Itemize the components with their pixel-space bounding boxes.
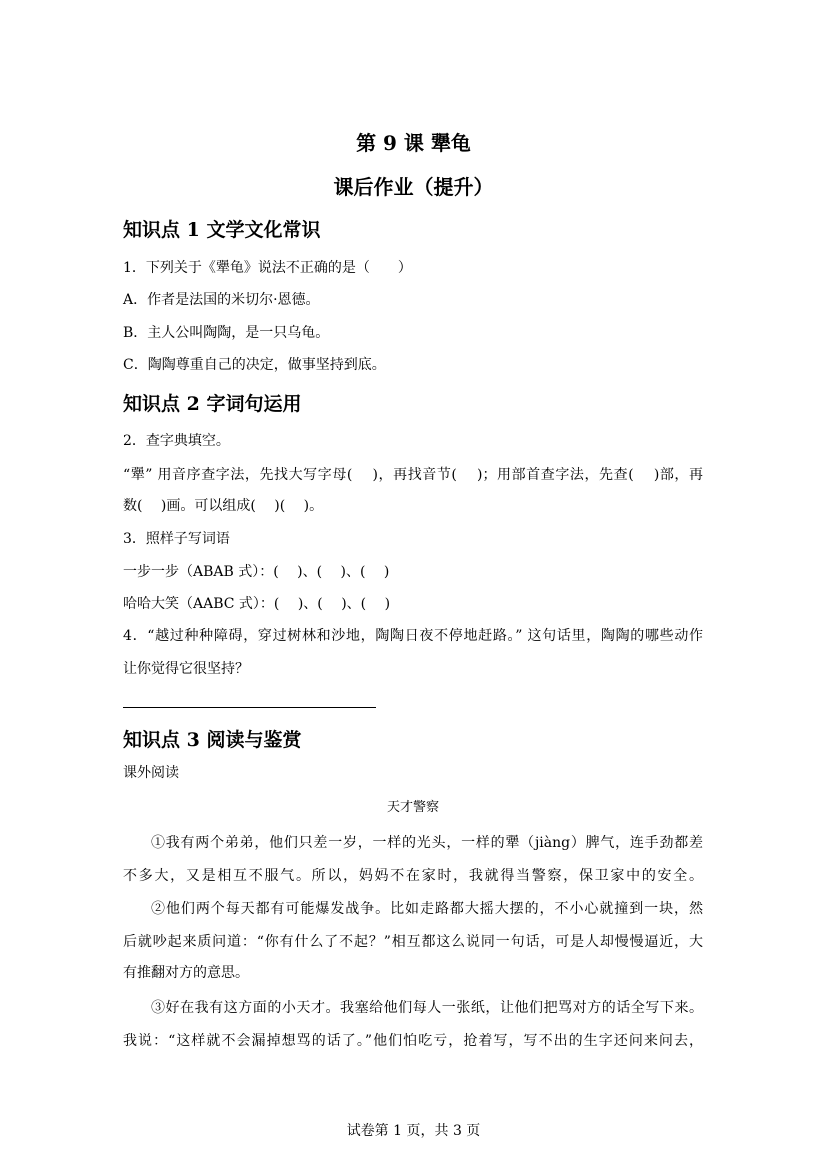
question-1-option-b: B．主人公叫陶陶，是一只乌龟。 (123, 325, 330, 341)
reading-title: 天才警察 (386, 800, 439, 815)
question-3-line-2: 哈哈大笑（AABC 式）：( )、( )、( ) (123, 596, 391, 612)
reading-line: ①我有两个弟弟，他们只差一岁，一样的光头，一样的犟（jiàng）脾气，连手劲都差 (151, 835, 703, 851)
question-4-line-2: 让你觉得它很坚持？ (123, 661, 249, 677)
reading-line: ②他们两个每天都有可能爆发战争。比如走路都大摇大摆的，不小心就撞到一块，然 (151, 901, 703, 917)
question-2-line-1: “犟” 用音序查字法，先找大写字母( )，再找音节( )；用部首查字法，先查( )部，再 (123, 467, 703, 483)
page-footer: 试卷第 1 页，共 3 页 (346, 1123, 481, 1139)
reading-label: 课外阅读 (123, 765, 179, 781)
question-2-line-2: 数( )画。可以组成( )( )。 (123, 498, 324, 514)
reading-line: 后就吵起来质问道：“你有什么了不起？”相互都这么说同一句话，可是人却慢慢逼近，大 (123, 934, 703, 950)
section-heading-3: 知识点 3 阅读与鉴赏 (123, 729, 302, 751)
reading-line: 有推翻对方的意思。 (123, 965, 249, 981)
lesson-subtitle: 课后作业（提升） (333, 175, 494, 199)
question-3-stem: 3．照样子写词语 (123, 531, 230, 547)
question-3-line-1: 一步一步（ABAB 式）：( )、( )、( ) (123, 564, 390, 580)
reading-line: 不多大，又是相互不服气。所以，妈妈不在家时，我就得当警察，保卫家中的安全。 (123, 868, 703, 884)
answer-line (123, 707, 376, 708)
lesson-title: 第 9 课 犟龟 (356, 131, 471, 155)
question-1-stem: 1．下列关于《犟龟》说法不正确的是（ ） (123, 260, 412, 276)
reading-line: 我说：“这样就不会漏掉想骂的话了。”他们怕吃亏，抢着写，写不出的生字还问来问去， (123, 1033, 703, 1049)
question-4-line-1: 4．“越过种种障碍，穿过树林和沙地，陶陶日夜不停地赶路。” 这句话里，陶陶的哪些动作 (123, 628, 703, 644)
reading-line: ③好在我有这方面的小天才。我塞给他们每人一张纸，让他们把骂对方的话全写下来。 (151, 1000, 703, 1016)
question-2-stem: 2．查字典填空。 (123, 433, 230, 449)
question-1-option-c: C．陶陶尊重自己的决定，做事坚持到底。 (123, 357, 386, 373)
section-heading-2: 知识点 2 字词句运用 (123, 393, 302, 415)
question-1-option-a: A．作者是法国的米切尔·恩德。 (123, 292, 320, 308)
section-heading-1: 知识点 1 文学文化常识 (123, 219, 321, 241)
